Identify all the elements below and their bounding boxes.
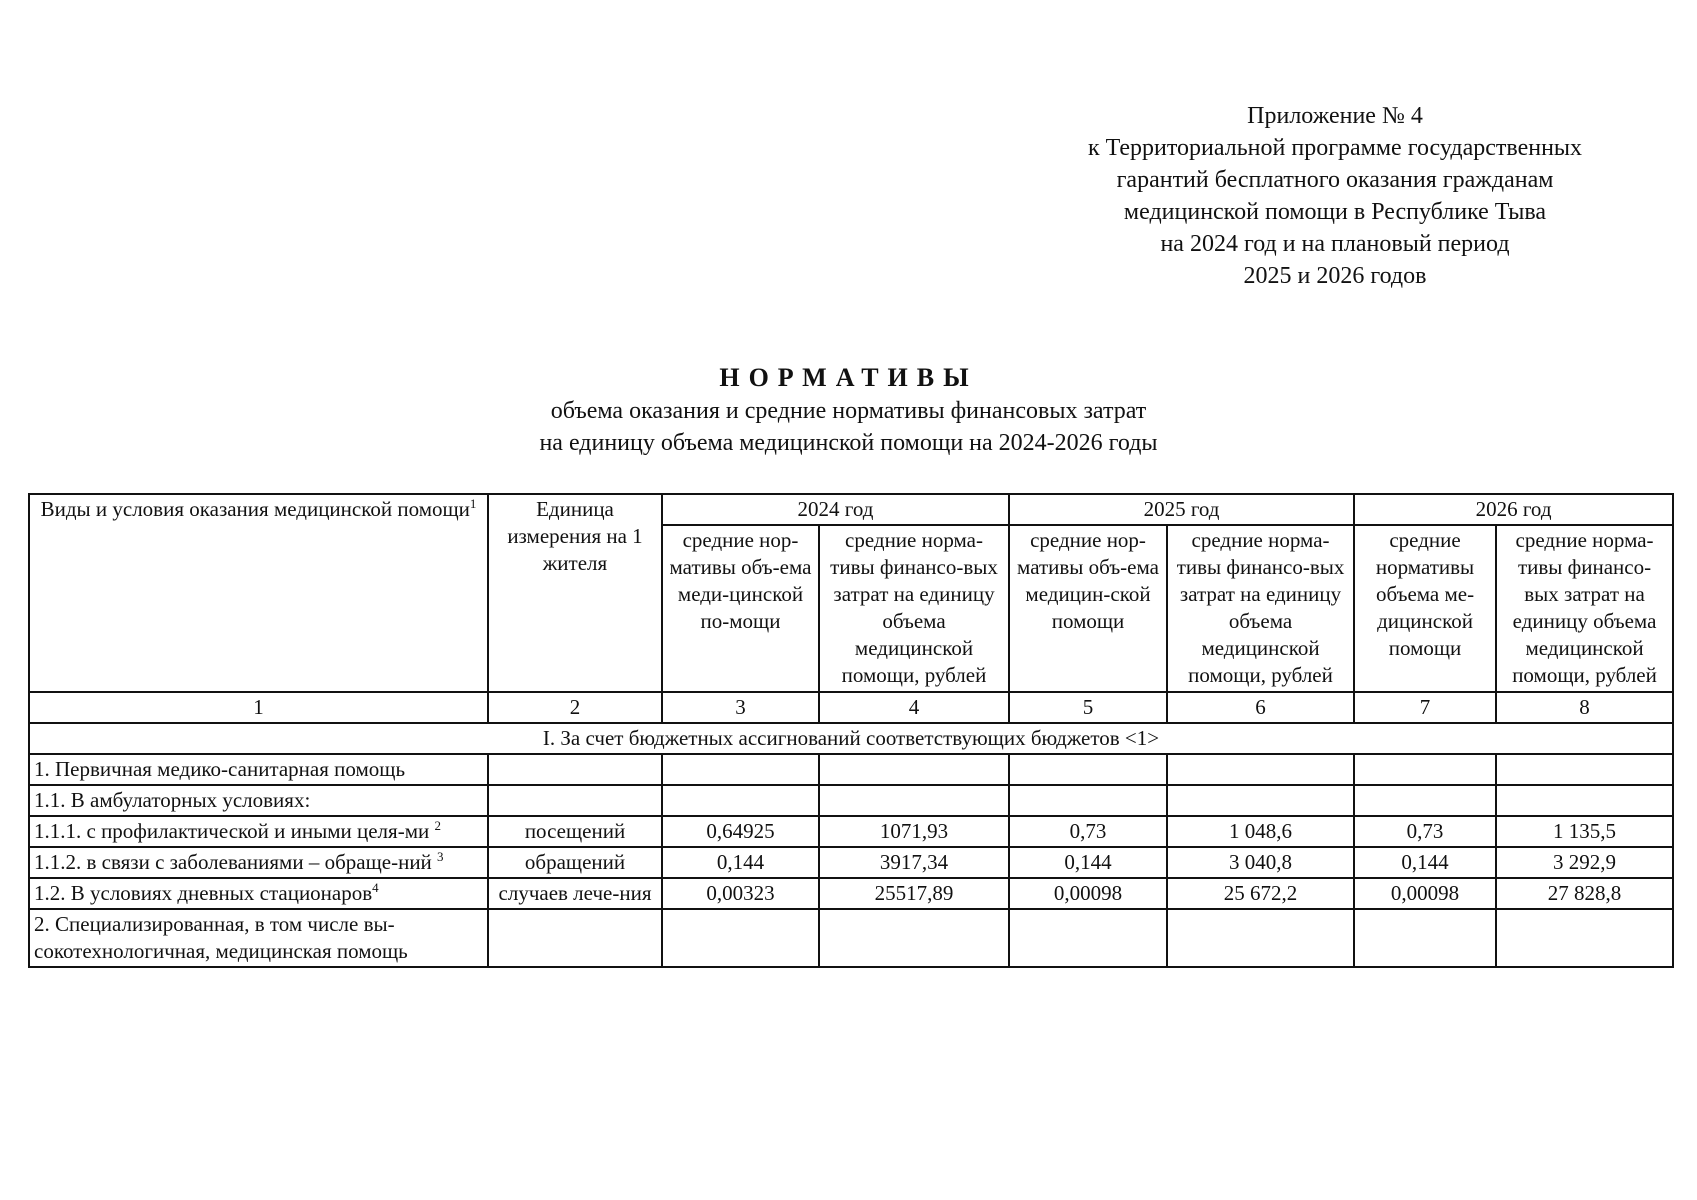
cell-cost-2024: 25517,89 [819, 878, 1009, 909]
appendix-line: к Территориальной программе государственных [1087, 135, 1583, 161]
cell-cost-2024 [819, 754, 1009, 785]
header-cost-2026: средние норма-тивы финансо-вых затрат на единицу объема медицинской помощи, рублей [1496, 525, 1673, 692]
column-number: 6 [1167, 692, 1354, 723]
section-row [29, 723, 1673, 754]
row-unit: посещений [488, 816, 662, 847]
column-number-row [29, 692, 1673, 723]
header-year-2024: 2024 год [662, 494, 1009, 525]
cell-cost-2026 [1496, 754, 1673, 785]
cell-volume-2025 [1009, 754, 1167, 785]
header-volume-2024: средние нор-мативы объ-ема меди-цинской по-мощи [662, 525, 819, 692]
table-row [29, 816, 1673, 847]
column-number: 2 [488, 692, 662, 723]
column-number: 5 [1009, 692, 1167, 723]
cell-volume-2025: 0,144 [1009, 847, 1167, 878]
cell-volume-2026: 0,73 [1354, 816, 1496, 847]
cell-volume-2026 [1354, 754, 1496, 785]
cell-cost-2026: 1 135,5 [1496, 816, 1673, 847]
cell-cost-2026: 27 828,8 [1496, 878, 1673, 909]
header-year-2025: 2025 год [1009, 494, 1354, 525]
cell-cost-2024: 3917,34 [819, 847, 1009, 878]
section-title: I. За счет бюджетных ассигнований соответствующих бюджетов <1> [29, 723, 1673, 754]
cell-cost-2024 [819, 909, 1009, 967]
header-kind-conditions: Виды и условия оказания медицинской помощи$^1$ [29, 494, 488, 692]
table-row [29, 785, 1673, 816]
row-unit [488, 754, 662, 785]
cell-cost-2025: 25 672,2 [1167, 878, 1354, 909]
cell-volume-2024: 0,00323 [662, 878, 819, 909]
header-row-years [29, 494, 1673, 525]
cell-cost-2024: 1071,93 [819, 816, 1009, 847]
table-row [29, 878, 1673, 909]
document-title: НОРМАТИВЫ [719, 363, 978, 392]
cell-volume-2024 [662, 909, 819, 967]
cell-volume-2026 [1354, 785, 1496, 816]
row-unit: обращений [488, 847, 662, 878]
column-number: 7 [1354, 692, 1496, 723]
cell-cost-2025 [1167, 909, 1354, 967]
appendix-line: 2025 и 2026 годов [1243, 263, 1427, 289]
document-subtitle: на единицу объема медицинской помощи на 2024-2026 годы [539, 430, 1158, 456]
cell-volume-2024 [662, 754, 819, 785]
appendix-line: на 2024 год и на плановый период [1160, 231, 1510, 257]
cell-cost-2026 [1496, 785, 1673, 816]
row-name: 1.1.1. с профилактической и иными целя-ми $^2$ [29, 816, 488, 847]
cell-volume-2024: 0,64925 [662, 816, 819, 847]
cell-volume-2026: 0,00098 [1354, 878, 1496, 909]
cell-cost-2025 [1167, 785, 1354, 816]
header-volume-2025: средние нор-мативы объ-ема медицин-ской помощи [1009, 525, 1167, 692]
document-subtitle: объема оказания и средние нормативы финансовых затрат [550, 398, 1147, 424]
header-volume-2026: средние нормативы объема ме-дицинской помощи [1354, 525, 1496, 692]
cell-volume-2026 [1354, 909, 1496, 967]
appendix-line: Приложение № 4 [1247, 103, 1423, 129]
norms-table [28, 493, 1674, 968]
row-unit [488, 909, 662, 967]
document-heading [0, 361, 1697, 459]
cell-cost-2024 [819, 785, 1009, 816]
header-unit: Единица измерения на 1 жителя [488, 494, 662, 692]
table-row [29, 754, 1673, 785]
row-name: 1.1.2. в связи с заболеваниями – обраще-ний $^3$ [29, 847, 488, 878]
appendix-note [990, 100, 1680, 292]
column-number: 8 [1496, 692, 1673, 723]
column-number: 1 [29, 692, 488, 723]
cell-cost-2026 [1496, 909, 1673, 967]
cell-volume-2025 [1009, 785, 1167, 816]
header-cost-2024: средние норма-тивы финансо-вых затрат на единицу объема медицинской помощи, рублей [819, 525, 1009, 692]
table-row [29, 909, 1673, 967]
cell-cost-2026: 3 292,9 [1496, 847, 1673, 878]
cell-volume-2024: 0,144 [662, 847, 819, 878]
row-unit [488, 785, 662, 816]
cell-volume-2026: 0,144 [1354, 847, 1496, 878]
column-number: 3 [662, 692, 819, 723]
cell-cost-2025: 1 048,6 [1167, 816, 1354, 847]
row-name: 2. Специализированная, в том числе вы-сокотехнологичная, медицинская помощь [29, 909, 488, 967]
row-name: 1.1. В амбулаторных условиях: [29, 785, 488, 816]
column-number: 4 [819, 692, 1009, 723]
row-unit: случаев лече-ния [488, 878, 662, 909]
cell-volume-2024 [662, 785, 819, 816]
cell-cost-2025 [1167, 754, 1354, 785]
cell-cost-2025: 3 040,8 [1167, 847, 1354, 878]
header-cost-2025: средние норма-тивы финансо-вых затрат на единицу объема медицинской помощи, рублей [1167, 525, 1354, 692]
row-name: 1.2. В условиях дневных стационаров$^4$ [29, 878, 488, 909]
row-name: 1. Первичная медико-санитарная помощь [29, 754, 488, 785]
cell-volume-2025 [1009, 909, 1167, 967]
appendix-line: медицинской помощи в Республике Тыва [1123, 199, 1547, 225]
cell-volume-2025: 0,73 [1009, 816, 1167, 847]
cell-volume-2025: 0,00098 [1009, 878, 1167, 909]
table-row [29, 847, 1673, 878]
appendix-line: гарантий бесплатного оказания гражданам [1116, 167, 1554, 193]
header-year-2026: 2026 год [1354, 494, 1673, 525]
